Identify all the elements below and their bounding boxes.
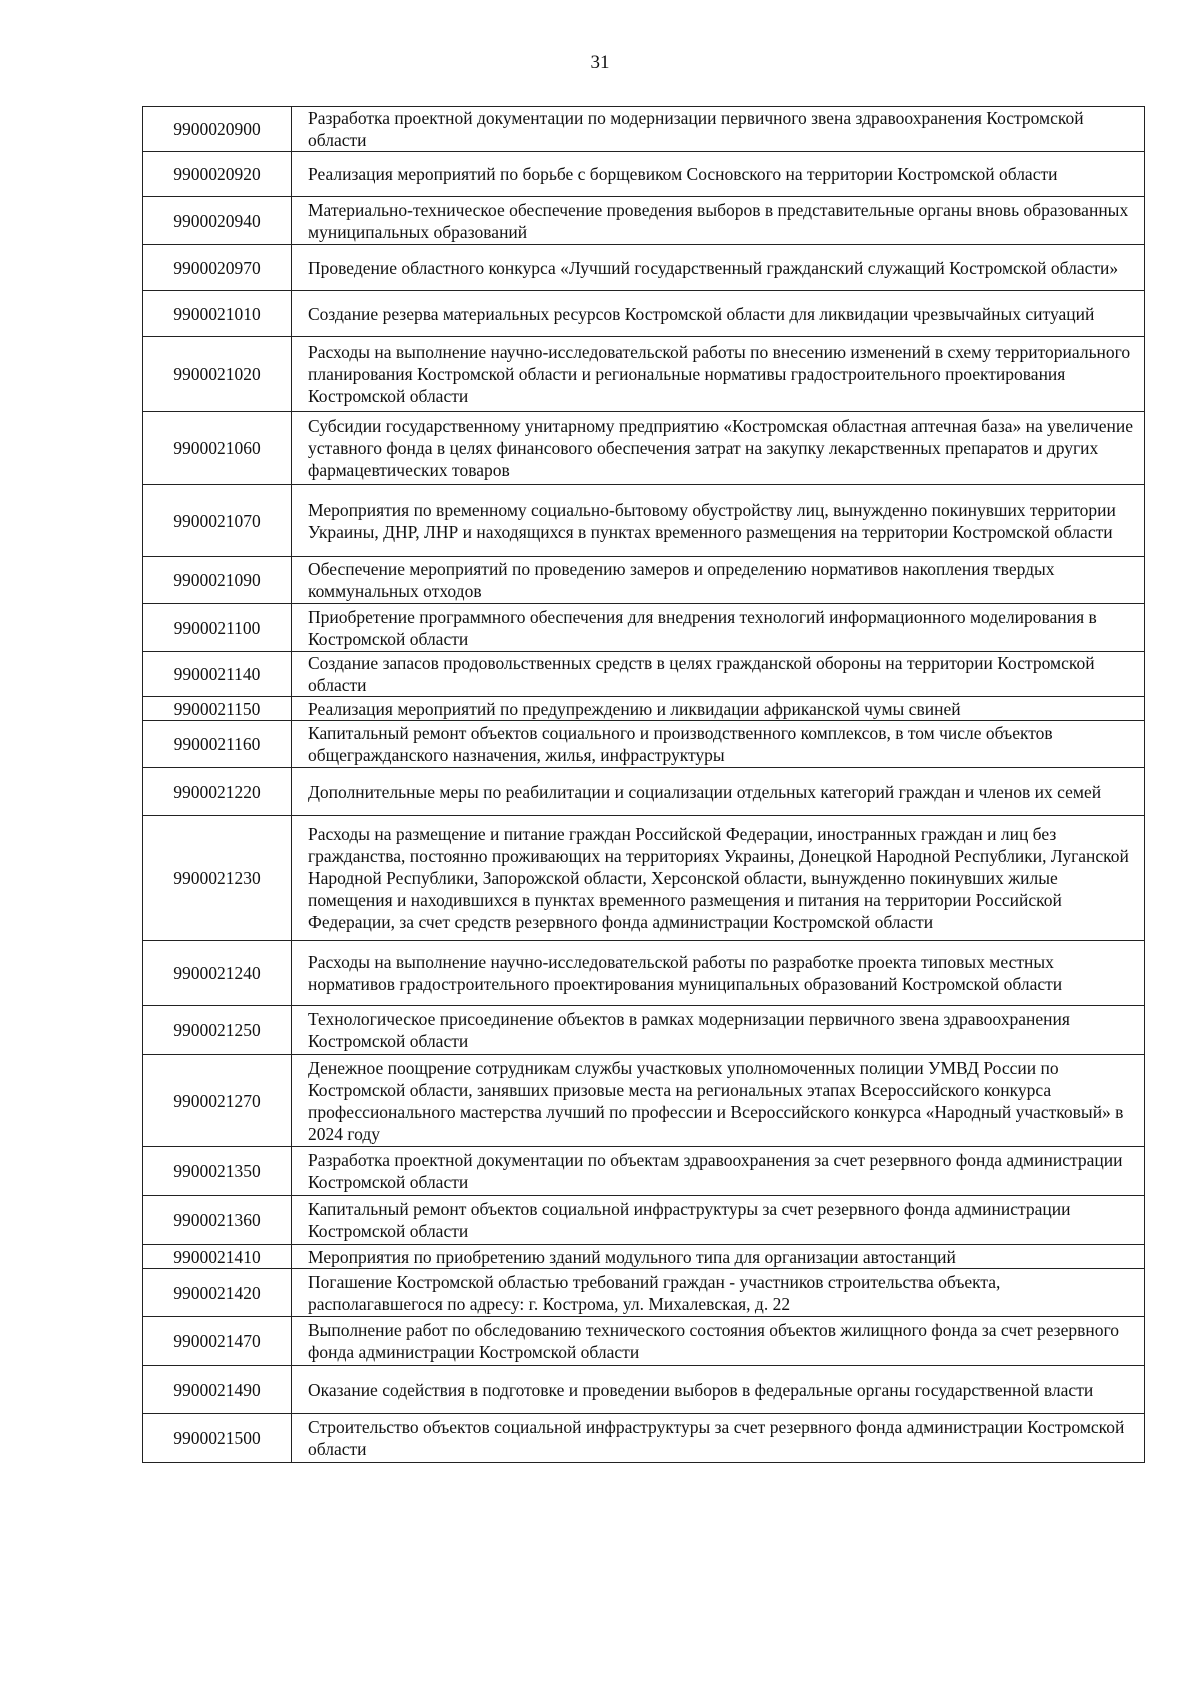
table-row bbox=[143, 1317, 1145, 1366]
table-row bbox=[143, 1366, 1145, 1414]
table-row bbox=[143, 107, 1145, 152]
table-row bbox=[143, 485, 1145, 557]
code-cell: 9900021020 bbox=[143, 337, 292, 412]
description-cell: Проведение областного конкурса «Лучший государственный гражданский служащий Костромской области» bbox=[292, 245, 1145, 291]
description-cell: Капитальный ремонт объектов социального и производственного комплексов, в том числе объектов общегражданского назначения, жилья, инфраструктуры bbox=[292, 721, 1145, 768]
table-row bbox=[143, 652, 1145, 697]
description-cell: Оказание содействия в подготовке и проведении выборов в федеральные органы государственной власти bbox=[292, 1366, 1145, 1414]
code-cell: 9900021160 bbox=[143, 721, 292, 768]
code-cell: 9900021420 bbox=[143, 1269, 292, 1317]
code-cell: 9900021470 bbox=[143, 1317, 292, 1366]
code-cell: 9900021150 bbox=[143, 697, 292, 721]
code-cell: 9900021070 bbox=[143, 485, 292, 557]
table-row bbox=[143, 1147, 1145, 1196]
description-cell: Разработка проектной документации по объектам здравоохранения за счет резервного фонда администрации Костромской области bbox=[292, 1147, 1145, 1196]
table-row bbox=[143, 604, 1145, 652]
table-row bbox=[143, 557, 1145, 604]
description-cell: Разработка проектной документации по модернизации первичного звена здравоохранения Костромской области bbox=[292, 107, 1145, 152]
code-cell: 9900020900 bbox=[143, 107, 292, 152]
description-cell: Обеспечение мероприятий по проведению замеров и определению нормативов накопления твердых коммунальных отходов bbox=[292, 557, 1145, 604]
description-cell: Реализация мероприятий по предупреждению и ликвидации африканской чумы свиней bbox=[292, 697, 1145, 721]
table-row bbox=[143, 1414, 1145, 1463]
description-cell: Выполнение работ по обследованию технического состояния объектов жилищного фонда за счет резервного фонда администрации Костромской области bbox=[292, 1317, 1145, 1366]
description-cell: Расходы на размещение и питание граждан Российской Федерации, иностранных граждан и лиц без гражданства, постоянно проживающих на территориях Украины, Донецкой Народной Республики, Луганской Народной Республики, Запорожской области, Херсонской области, вынужденно покинувших жилые помещения и находившихся в пунктах временного размещения и питания на территории Российской Федерации, за счет средств резервного фонда администрации Костромской области bbox=[292, 816, 1145, 941]
table-body bbox=[143, 107, 1145, 1463]
table-row bbox=[143, 768, 1145, 816]
code-cell: 9900020970 bbox=[143, 245, 292, 291]
table-row bbox=[143, 1196, 1145, 1245]
description-cell: Мероприятия по временному социально-бытовому обустройству лиц, вынужденно покинувших территории Украины, ДНР, ЛНР и находящихся в пунктах временного размещения на территории Костромской области bbox=[292, 485, 1145, 557]
table-row bbox=[143, 1269, 1145, 1317]
code-cell: 9900020920 bbox=[143, 152, 292, 197]
description-cell: Дополнительные меры по реабилитации и социализации отдельных категорий граждан и членов их семей bbox=[292, 768, 1145, 816]
page-number: 31 bbox=[590, 52, 610, 73]
code-cell: 9900021270 bbox=[143, 1055, 292, 1147]
table-row bbox=[143, 941, 1145, 1006]
description-cell: Материально-техническое обеспечение проведения выборов в представительные органы вновь образованных муниципальных образований bbox=[292, 197, 1145, 245]
table-row bbox=[143, 412, 1145, 485]
description-cell: Капитальный ремонт объектов социальной инфраструктуры за счет резервного фонда администрации Костромской области bbox=[292, 1196, 1145, 1245]
description-cell: Создание запасов продовольственных средств в целях гражданской обороны на территории Костромской области bbox=[292, 652, 1145, 697]
table-row bbox=[143, 1006, 1145, 1055]
table-row bbox=[143, 697, 1145, 721]
table-row bbox=[143, 337, 1145, 412]
code-cell: 9900021500 bbox=[143, 1414, 292, 1463]
code-cell: 9900021220 bbox=[143, 768, 292, 816]
table-row bbox=[143, 291, 1145, 337]
description-cell: Реализация мероприятий по борьбе с борщевиком Сосновского на территории Костромской области bbox=[292, 152, 1145, 197]
code-cell: 9900021230 bbox=[143, 816, 292, 941]
table-row bbox=[143, 245, 1145, 291]
table-row bbox=[143, 152, 1145, 197]
table-row bbox=[143, 816, 1145, 941]
description-cell: Денежное поощрение сотрудникам службы участковых уполномоченных полиции УМВД России по Костромской области, занявших призовые места на региональных этапах Всероссийского конкурса профессионального мастерства лучший по профессии и Всероссийского конкурса «Народный участковый» в 2024 году bbox=[292, 1055, 1145, 1147]
description-cell: Расходы на выполнение научно-исследовательской работы по разработке проекта типовых местных нормативов градостроительного проектирования муниципальных образований Костромской области bbox=[292, 941, 1145, 1006]
code-cell: 9900021060 bbox=[143, 412, 292, 485]
code-cell: 9900021410 bbox=[143, 1245, 292, 1269]
code-cell: 9900020940 bbox=[143, 197, 292, 245]
description-cell: Создание резерва материальных ресурсов Костромской области для ликвидации чрезвычайных ситуаций bbox=[292, 291, 1145, 337]
table-row bbox=[143, 1055, 1145, 1147]
code-cell: 9900021350 bbox=[143, 1147, 292, 1196]
code-cell: 9900021240 bbox=[143, 941, 292, 1006]
description-cell: Приобретение программного обеспечения для внедрения технологий информационного моделирования в Костромской области bbox=[292, 604, 1145, 652]
description-cell: Субсидии государственному унитарному предприятию «Костромская областная аптечная база» на увеличение уставного фонда в целях финансового обеспечения затрат на закупку лекарственных препаратов и других фармацевтических товаров bbox=[292, 412, 1145, 485]
code-cell: 9900021100 bbox=[143, 604, 292, 652]
code-cell: 9900021090 bbox=[143, 557, 292, 604]
description-cell: Строительство объектов социальной инфраструктуры за счет резервного фонда администрации Костромской области bbox=[292, 1414, 1145, 1463]
code-cell: 9900021250 bbox=[143, 1006, 292, 1055]
description-cell: Технологическое присоединение объектов в рамках модернизации первичного звена здравоохранения Костромской области bbox=[292, 1006, 1145, 1055]
code-cell: 9900021140 bbox=[143, 652, 292, 697]
description-cell: Расходы на выполнение научно-исследовательской работы по внесению изменений в схему территориального планирования Костромской области и региональные нормативы градостроительного проектирования Костромской области bbox=[292, 337, 1145, 412]
code-cell: 9900021490 bbox=[143, 1366, 292, 1414]
code-cell: 9900021010 bbox=[143, 291, 292, 337]
table-row bbox=[143, 197, 1145, 245]
description-cell: Погашение Костромской областью требований граждан - участников строительства объекта, располагавшегося по адресу: г. Кострома, ул. Михалевская, д. 22 bbox=[292, 1269, 1145, 1317]
budget-codes-table bbox=[142, 106, 1145, 1463]
description-cell: Мероприятия по приобретению зданий модульного типа для организации автостанций bbox=[292, 1245, 1145, 1269]
code-cell: 9900021360 bbox=[143, 1196, 292, 1245]
table-row bbox=[143, 721, 1145, 768]
table-row bbox=[143, 1245, 1145, 1269]
